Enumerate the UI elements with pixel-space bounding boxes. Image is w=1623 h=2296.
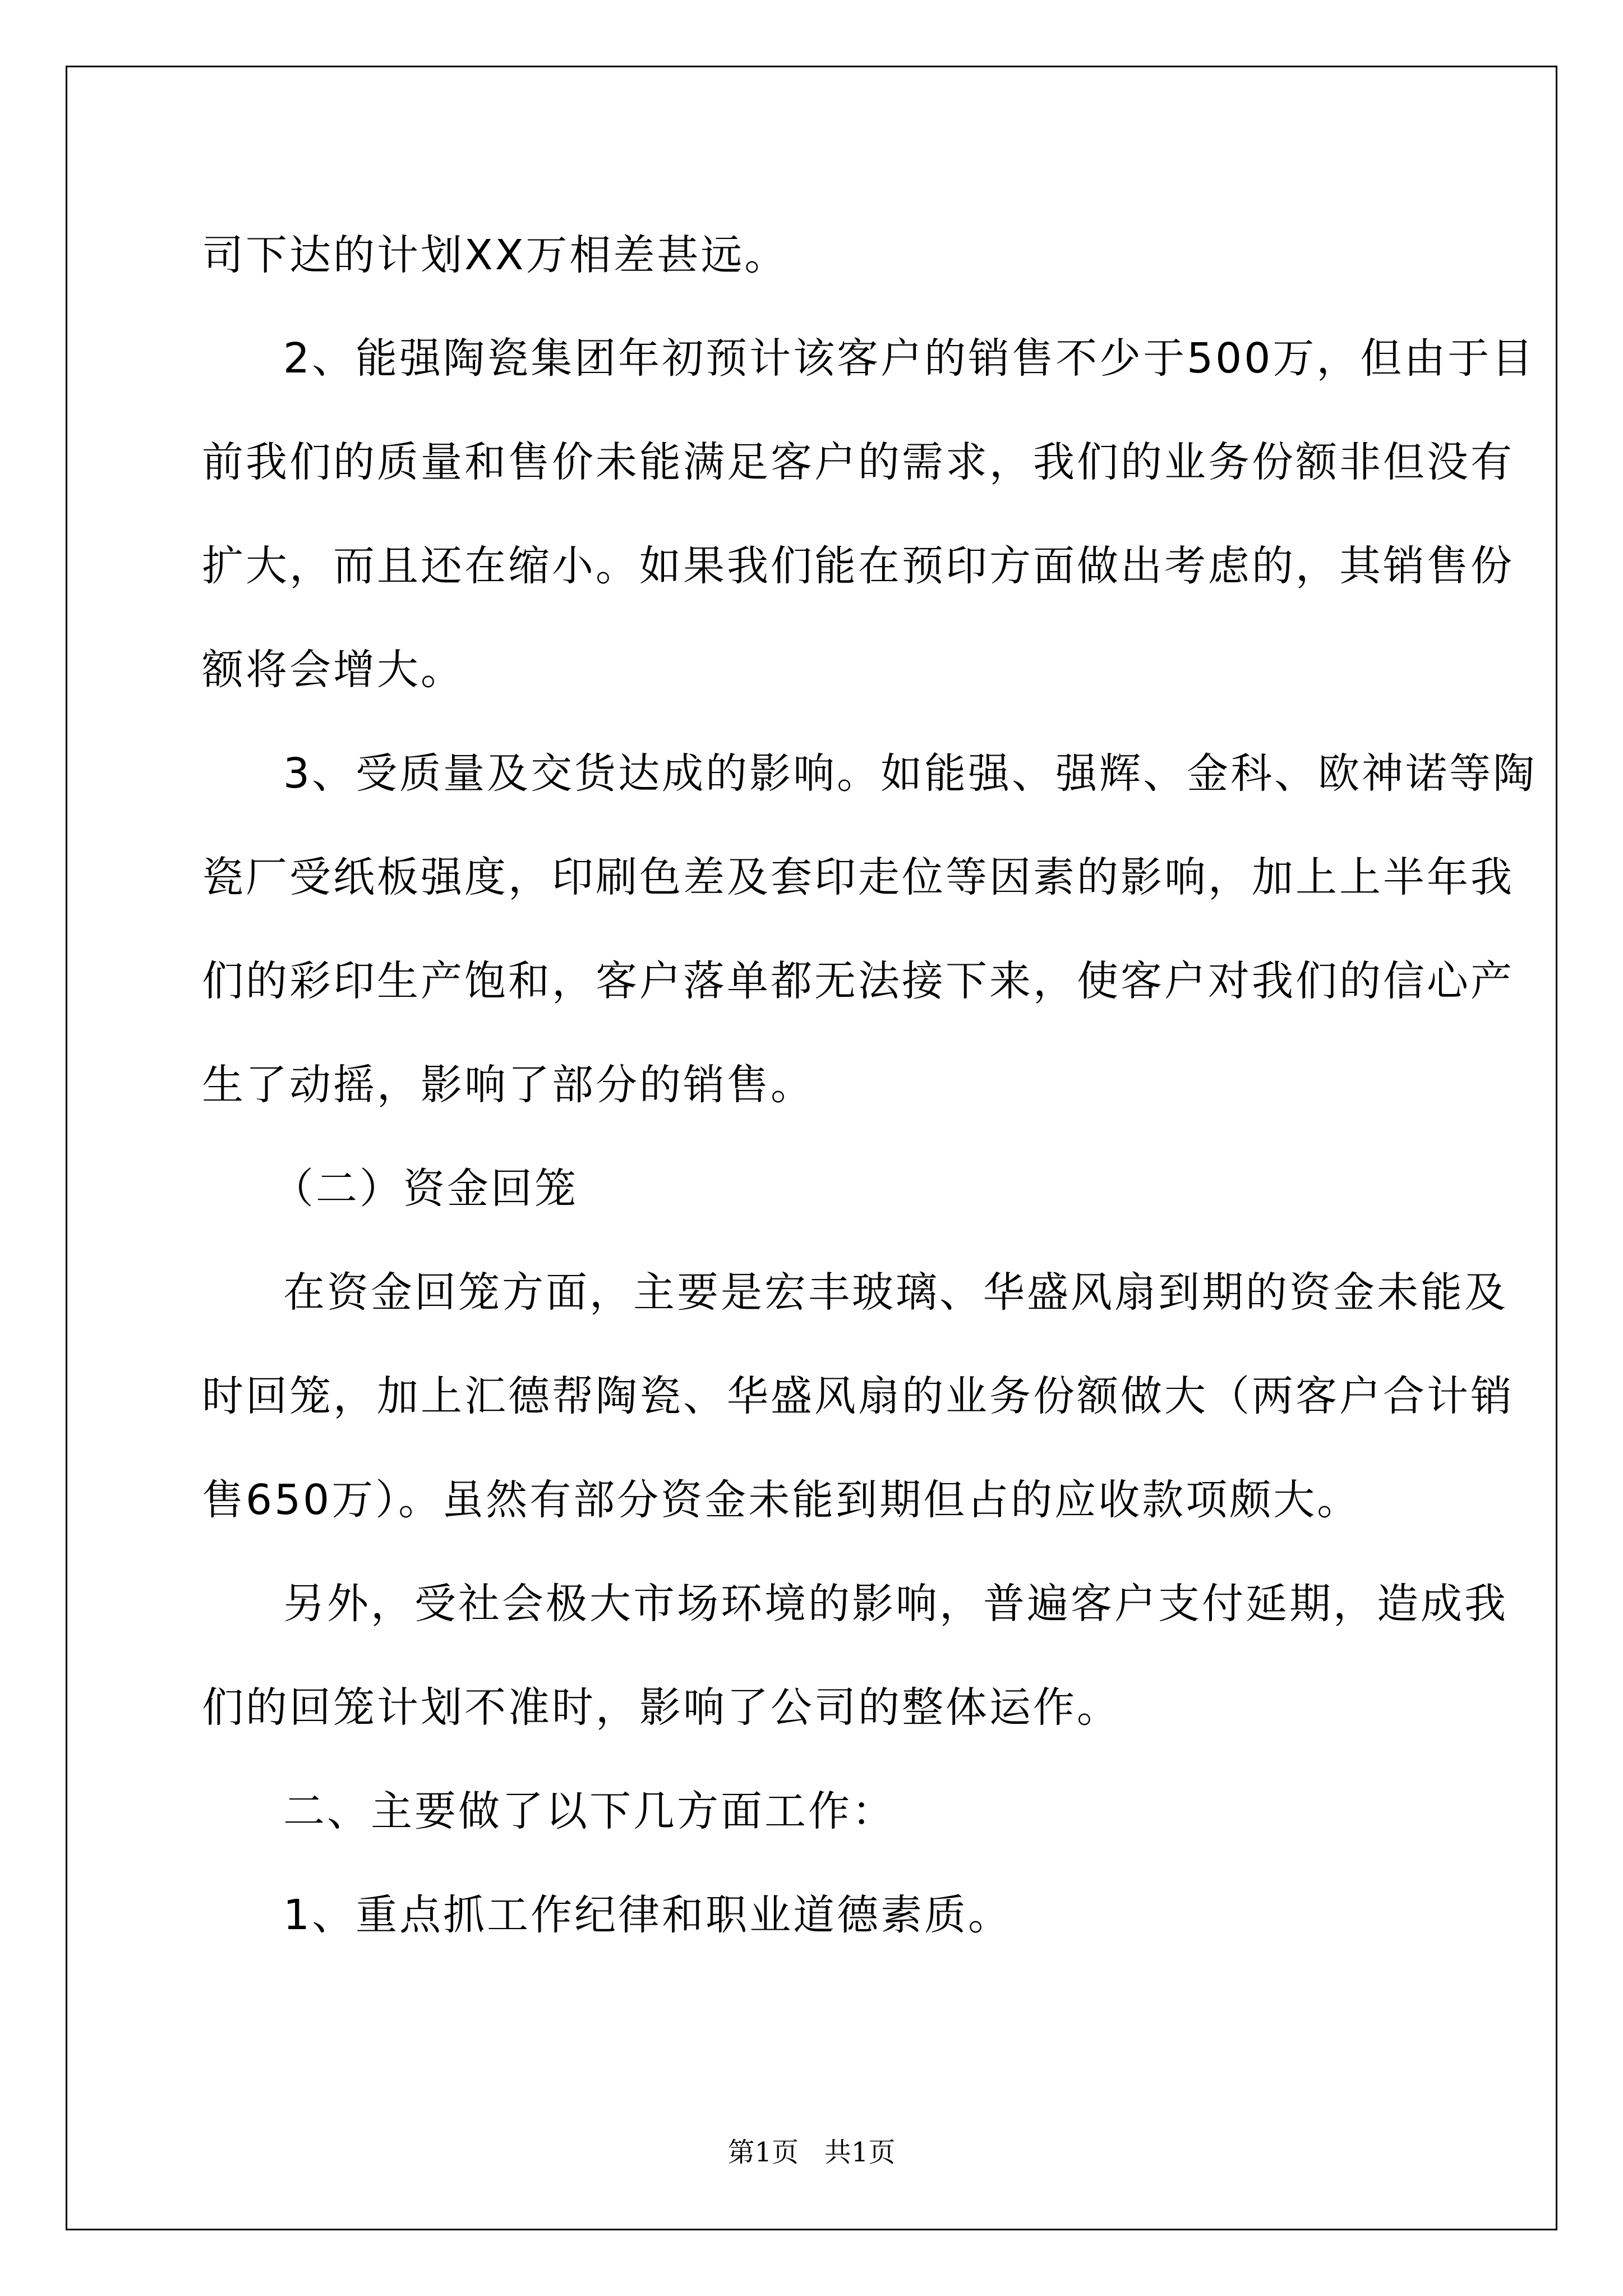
paragraph-line: 们的回笼计划不准时，影响了公司的整体运作。 [202,1683,1121,1732]
paragraph-line: 售650万）。虽然有部分资金未能到期但占的应收款项颇大。 [202,1476,1361,1524]
section-heading: 二、主要做了以下几方面工作： [283,1787,896,1835]
paragraph-line: 生了动摇，影响了部分的销售。 [202,1061,814,1109]
paragraph-line: 1、重点抓工作纪律和职业道德素质。 [283,1891,1012,1939]
paragraph-line: 3、受质量及交货达成的影响。如能强、强辉、金科、欧神诺等陶 [283,749,1537,798]
page-footer: 第1页 共1页 [727,2137,896,2168]
paragraph-line: 在资金回笼方面，主要是宏丰玻璃、华盛风扇到期的资金未能及 [283,1268,1508,1317]
paragraph-line: 另外，受社会极大市场环境的影响，普遍客户支付延期，造成我 [283,1580,1508,1628]
paragraph-line: 瓷厂受纸板强度，印刷色差及套印走位等因素的影响，加上上半年我 [202,853,1514,901]
section-heading: （二）资金回笼 [272,1165,578,1213]
paragraph-line: 司下达的计划XX万相差甚远。 [202,231,789,279]
paragraph-line: 扩大，而且还在缩小。如果我们能在预印方面做出考虑的，其销售份 [202,542,1514,590]
paragraph-line: 前我们的质量和售价未能满足客户的需求，我们的业务份额非但没有 [202,438,1514,486]
paragraph-line: 2、能强陶瓷集团年初预计该客户的销售不少于500万，但由于目 [283,334,1536,383]
paragraph-line: 时回笼，加上汇德帮陶瓷、华盛风扇的业务份额做大（两客户合计销 [202,1372,1514,1420]
paragraph-line: 们的彩印生产饱和，客户落单都无法接下来，使客户对我们的信心产 [202,957,1514,1005]
paragraph-line: 额将会增大。 [202,646,464,694]
